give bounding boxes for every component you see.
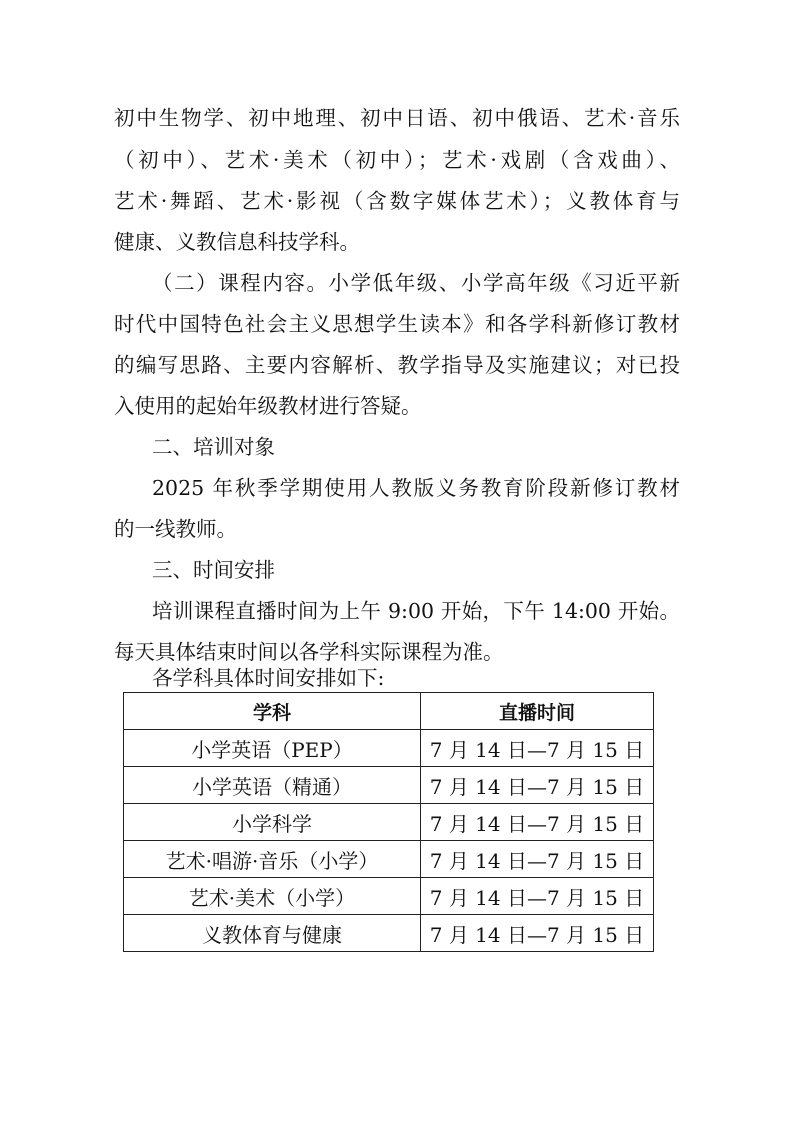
time-cell: 7 月 14 日—7 月 15 日 — [420, 878, 653, 915]
paragraph-line: （二）课程内容。小学低年级、小学高年级《习近平新 — [152, 271, 680, 295]
subject-cell: 小学科学 — [124, 804, 421, 841]
table-intro: 各学科具体时间安排如下: — [152, 666, 385, 690]
paragraph-line: 的一线教师。 — [114, 517, 237, 541]
paragraph-line: 培训课程直播时间为上午 9:00 开始，下午 14:00 开始。 — [152, 599, 680, 623]
time-cell: 7 月 14 日—7 月 15 日 — [420, 767, 653, 804]
table-row — [124, 915, 654, 952]
paragraph-line: 艺术·舞蹈、艺术·影视（含数字媒体艺术）；义教体育与 — [114, 189, 680, 213]
subject-cell: 小学英语（PEP） — [124, 730, 421, 767]
subject-cell: 艺术·唱游·音乐（小学） — [124, 841, 421, 878]
header-subject: 学科 — [124, 693, 421, 730]
table-row — [124, 804, 654, 841]
time-cell: 7 月 14 日—7 月 15 日 — [420, 915, 653, 952]
paragraph-line: 入使用的起始年级教材进行答疑。 — [114, 394, 422, 418]
paragraph-line: 2025 年秋季学期使用人教版义务教育阶段新修订教材 — [152, 476, 680, 500]
paragraph-line: 健康、义教信息科技学科。 — [114, 230, 360, 254]
table-header-row — [124, 693, 654, 730]
time-cell: 7 月 14 日—7 月 15 日 — [420, 730, 653, 767]
schedule-table — [123, 692, 654, 952]
section-heading-audience: 二、培训对象 — [152, 435, 275, 459]
section-heading-schedule: 三、时间安排 — [152, 558, 275, 582]
paragraph-line: 时代中国特色社会主义思想学生读本》和各学科新修订教材 — [114, 312, 680, 336]
time-cell: 7 月 14 日—7 月 15 日 — [420, 841, 653, 878]
subject-cell: 艺术·美术（小学） — [124, 878, 421, 915]
header-time: 直播时间 — [420, 693, 653, 730]
paragraph-line: 初中生物学、初中地理、初中日语、初中俄语、艺术·音乐 — [114, 106, 680, 130]
paragraph-line: （初中）、艺术·美术（初中）；艺术·戏剧（含戏曲）、 — [114, 148, 680, 172]
paragraph-line: 的编写思路、主要内容解析、教学指导及实施建议；对已投 — [114, 353, 680, 377]
table-row — [124, 841, 654, 878]
time-cell: 7 月 14 日—7 月 15 日 — [420, 804, 653, 841]
table-row — [124, 730, 654, 767]
paragraph-line: 每天具体结束时间以各学科实际课程为准。 — [114, 640, 504, 664]
table-row — [124, 767, 654, 804]
table-row — [124, 878, 654, 915]
subject-cell: 义教体育与健康 — [124, 915, 421, 952]
subject-cell: 小学英语（精通） — [124, 767, 421, 804]
